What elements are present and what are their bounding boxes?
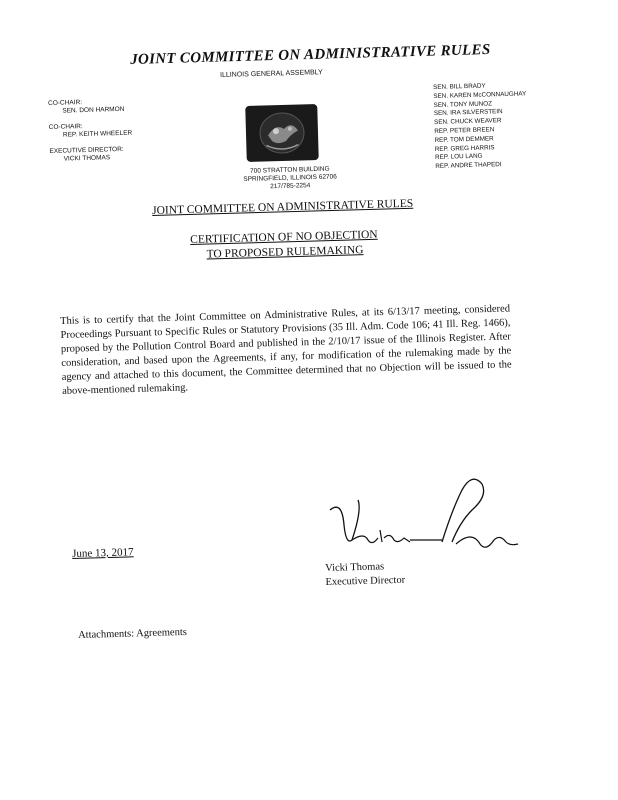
member-item: SEN. IRA SILVERSTEIN: [433, 108, 503, 118]
member-item: SEN. BILL BRADY: [433, 82, 486, 91]
address-line-3: 217/785-2254: [270, 182, 311, 191]
certification-heading-line-2: TO PROPOSED RULEMAKING: [206, 244, 364, 261]
signer-block: [325, 560, 405, 590]
certification-heading: [190, 228, 378, 263]
document-heading: JOINT COMMITTEE ON ADMINISTRATIVE RULES: [152, 197, 414, 217]
member-item: SEN. CHUCK WEAVER: [433, 117, 502, 127]
members-list: [433, 81, 528, 172]
member-item: REP. LOU LANG: [434, 153, 483, 162]
document-date: June 13, 2017: [72, 546, 134, 560]
committee-title: JOINT COMMITTEE ON ADMINISTRATIVE RULES: [130, 41, 491, 68]
state-seal-icon: [245, 104, 319, 162]
signer-title: Executive Director: [325, 574, 406, 588]
certification-body: This is to certify that the Joint Committee on Administrative Rules, at its 6/13/17 meeting, considered Proceedings Pursuant to Specific Rules or Statutory Provisions (35 Ill. Adm. Code 106; 41 Ill. Reg. 1466), proposed by the Pollution Control Board and published in the 2/10/17 issue of the Illinois Register. After consideration, and based upon the Agreements, if any, for modification of the rulemaking made by the agency and attached to this document, the Committee determined that no Objection will be issued to the above-mentioned rulemaking.: [60, 303, 512, 397]
signer-name: Vicki Thomas: [325, 561, 385, 574]
co-chair-1-name: SEN. DON HARMON: [62, 105, 125, 115]
member-item: REP. TOM DEMMER: [434, 135, 494, 144]
signature-image: [322, 470, 522, 562]
member-item: REP. ANDRE THAPEDI: [435, 161, 502, 171]
certification-heading-line-1: CERTIFICATION OF NO OBJECTION: [190, 228, 378, 246]
co-chair-2-name: REP. KEITH WHEELER: [62, 129, 133, 139]
address-line-1: 700 STRATTON BUILDING: [249, 165, 330, 175]
officers-block: [48, 98, 133, 164]
co-chair-2-role: CO-CHAIR:: [48, 123, 83, 131]
member-item: SEN. KAREN McCONNAUGHAY: [433, 90, 527, 100]
member-item: REP. PETER BREEN: [434, 126, 495, 135]
attachments-note: Attachments: Agreements: [78, 626, 188, 641]
exec-director-name: VICKI THOMAS: [63, 154, 111, 163]
co-chair-1-role: CO-CHAIR:: [48, 99, 83, 107]
exec-director-role: EXECUTIVE DIRECTOR:: [49, 145, 124, 155]
address-line-2: SPRINGFIELD, ILLINOIS 62706: [243, 173, 337, 183]
assembly-subtitle: ILLINOIS GENERAL ASSEMBLY: [220, 69, 323, 79]
member-item: REP. GREG HARRIS: [434, 143, 495, 153]
member-item: SEN. TONY MUNOZ: [433, 99, 493, 109]
address-block: [243, 165, 337, 192]
